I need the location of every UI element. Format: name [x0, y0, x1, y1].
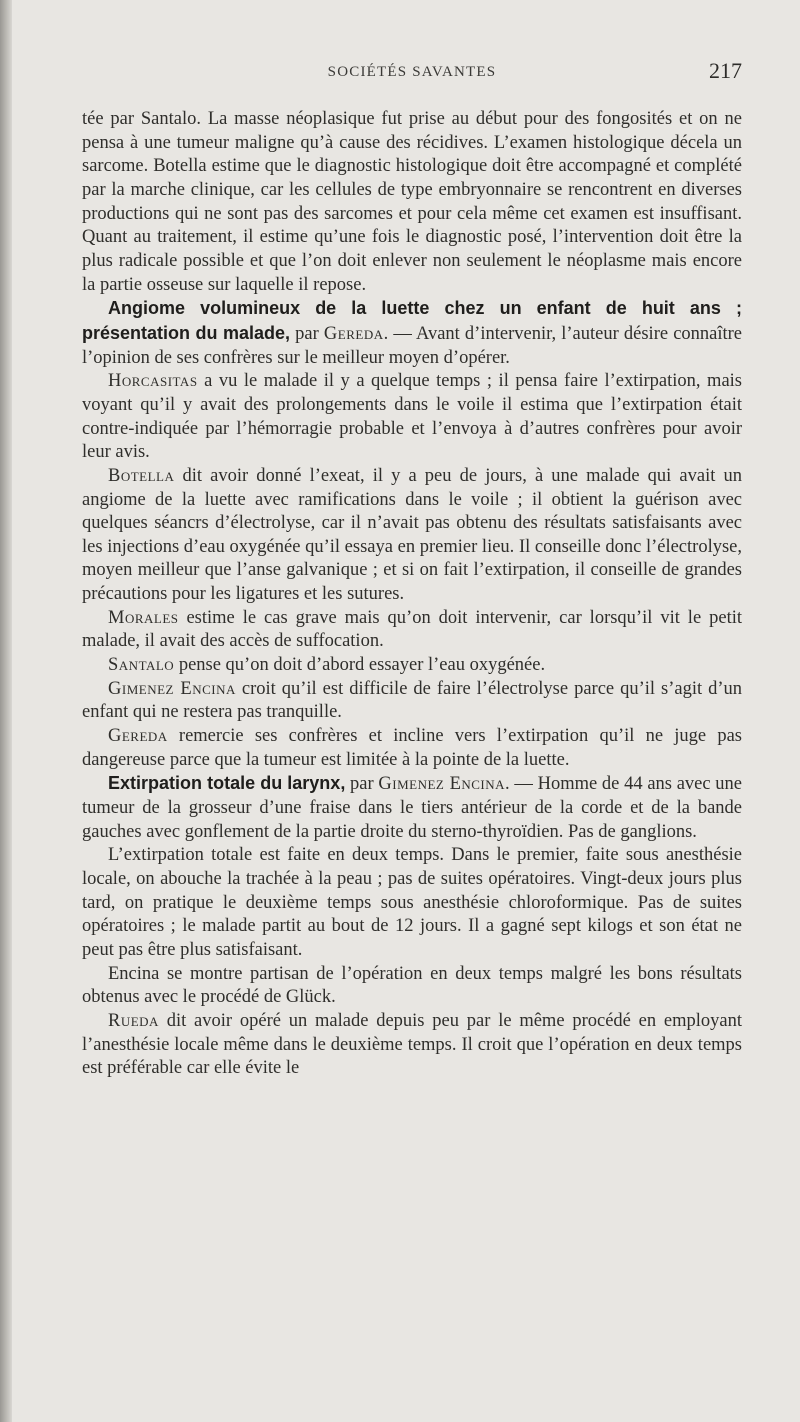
paragraph-text: dit avoir opéré un malade depuis peu par le même procédé en employant l’anesthésie locale même dans le deuxième temps. Il croit que l’opération en deux temps est préférable car elle évite le — [82, 1010, 742, 1079]
speaker-name: Gereda — [108, 726, 168, 747]
paragraph-rueda — [82, 1010, 742, 1081]
paragraph-text: dit avoir donné l’exeat, il y a peu de jours, à une malade qui avait un angiome de la luette avec ramifications dans le voile ; il obtient la guérison avec quelques séancrs d’électrolyse, car il n’avait pas obtenu des résultats satisfaisants avec les injections d’eau oxygénée qu’il essaya en premier lieu. Il conseille donc l’électrolyse, moyen meilleur que l’anse galvanique ; et si on fait l’extirpation, il conseille de grandes précautions pour les ligatures et les sutures. — [82, 465, 742, 605]
page-number: 217 — [709, 58, 742, 83]
book-spine-shadow — [0, 0, 12, 1422]
paragraph-larynx — [82, 772, 742, 844]
speaker-name: Botella — [108, 465, 175, 486]
speaker-name: Morales — [108, 607, 179, 628]
author-name: Gimenez Encina — [378, 774, 506, 795]
paragraph-text: a vu le malade il y a quelque temps ; il pensa faire l’extirpation, mais voyant qu’il y avait des prolongements dans le voile il estima que l’extirpation était contre-indiquée par l’hémorragie probable et l’envoya à d’autres confrères pour avoir leur avis. — [82, 371, 742, 463]
paragraph-text: . — Avant d’intervenir, l’auteur désire connaître l’opinion de ses confrères sur le meilleur moyen d’opérer. — [82, 323, 743, 368]
paragraph-gereda — [82, 725, 742, 772]
paragraph-gimenez-encina — [82, 678, 742, 725]
paragraph-text: estime le cas grave mais qu’on doit intervenir, car lorsqu’il vit le petit malade, il avait des accès de suffocation. — [82, 607, 742, 652]
paragraph-horcasitas — [82, 370, 742, 465]
section-title-larynx: Extirpation totale du larynx, — [108, 773, 346, 794]
running-head: SOCIÉTÉS SAVANTES — [327, 64, 497, 80]
paragraph-text: . — Homme de 44 ans avec une tumeur de la grosseur d’une fraise dans le tiers antérieur de la corde et de la bande gauches avec gonflement de la partie droite du sterno-thyroïdien. Pas de ganglions. — [82, 774, 743, 842]
paragraph-botella — [82, 465, 742, 607]
paragraph-text: croit qu’il est difficile de faire l’électrolyse parce qu’il s’agit d’un enfant qui ne restera pas tranquille. — [82, 678, 742, 723]
by-word: par — [345, 774, 379, 795]
body-text — [82, 108, 742, 1081]
paragraph-encina: Encina se montre partisan de l’opération en deux temps malgré les bons résultats obtenus avec le procédé de Glück. — [82, 963, 742, 1008]
paragraph-morales — [82, 607, 742, 654]
section-title-angiome: Angiome volumineux de la luette chez un enfant de huit ans ; présentation du malade, — [82, 298, 742, 343]
page-header — [82, 58, 742, 88]
by-word: par — [290, 323, 324, 344]
paragraph-extirpation: L’extirpation totale est faite en deux temps. Dans le premier, faite sous anesthésie locale, on abouche la trachée à la peau ; pas de suites opératoires. Vingt-deux jours plus tard, on pratique le deuxième temps sous anesthésie chloroformique. Pas de suites opératoires ; le malade partit au bout de 12 jours. Il a gagné sept kilogs et son état ne peut pas être plus satisfaisant. — [82, 845, 742, 960]
paragraph-santalo — [82, 654, 742, 678]
paragraph-text: pense qu’on doit d’abord essayer l’eau oxygénée. — [174, 655, 546, 676]
speaker-name: Santalo — [108, 655, 175, 676]
speaker-name: Gimenez Encina — [108, 678, 236, 699]
paragraph-angiome — [82, 297, 742, 370]
speaker-name: Rueda — [108, 1010, 159, 1031]
paragraph-text: remercie ses confrères et incline vers l’extirpation qu’il ne juge pas dangereuse parce que la tumeur est limitée à la pointe de la luette. — [82, 726, 742, 770]
speaker-name: Horcasitas — [108, 371, 198, 392]
paragraph-continuation: tée par Santalo. La masse néoplasique fut prise au début pour des fongosités et on ne pensa à une tumeur maligne qu’à cause des récidives. L’examen histologique décela un sarcome. Botella estime que le diagnostic histologique doit être accompagné et complété par la marche clinique, car les cellules de type embryonnaire se rencontrent en diverses productions qui ne sont pas des sarcomes et pour cela même cet examen est insuffisant. Quant au traitement, il estime qu’une fois le diagnostic posé, l’intervention doit être la plus radicale possible et que l’on doit enlever non seulement le néoplasme mais encore la partie osseuse sur laquelle il repose. — [82, 109, 742, 295]
author-name: Gereda — [323, 323, 384, 344]
